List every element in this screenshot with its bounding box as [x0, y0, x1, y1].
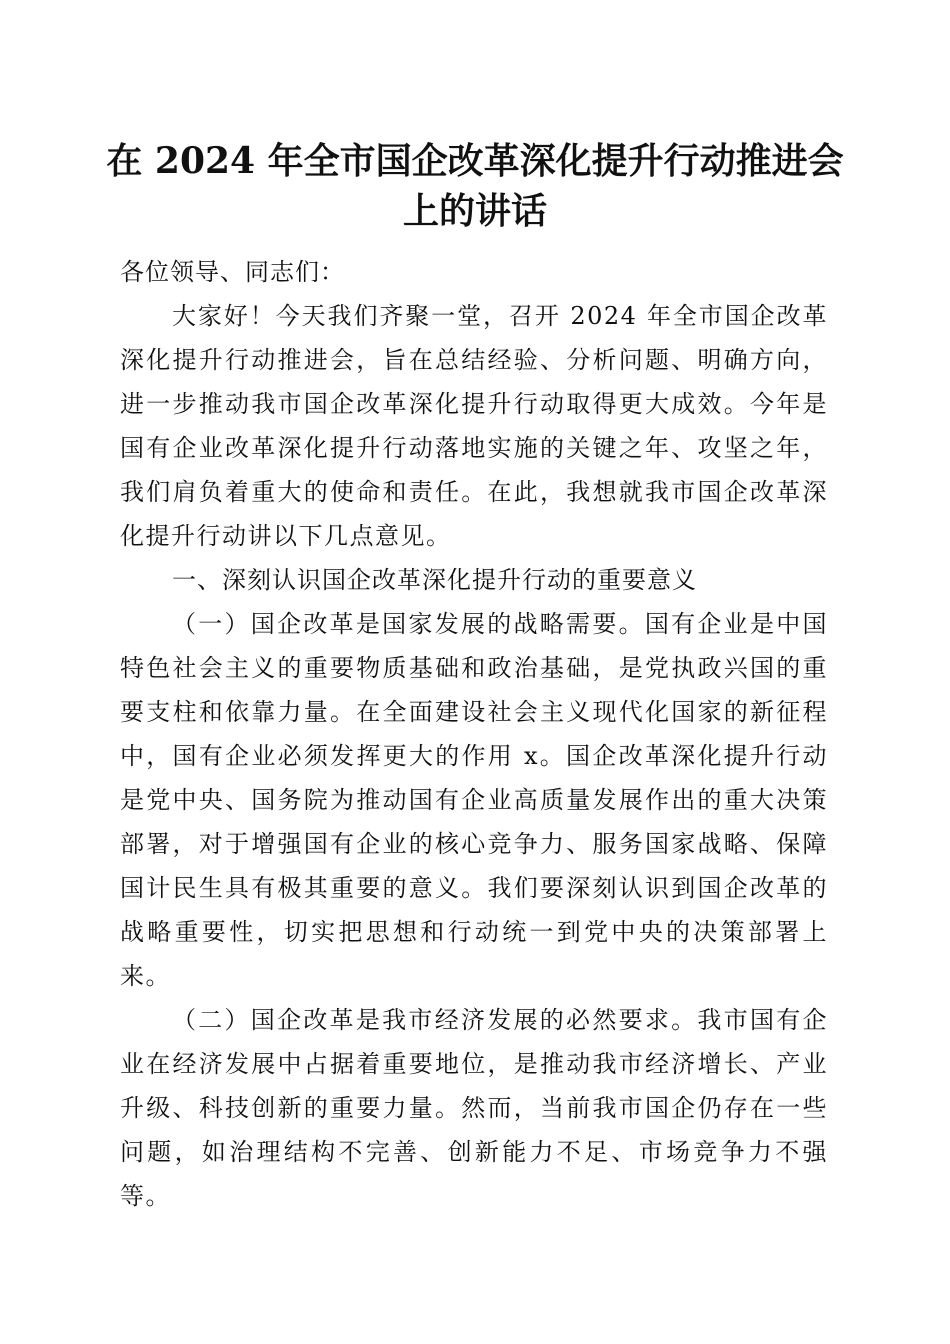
- section-1-heading: 一、深刻认识国企改革深化提升行动的重要意义: [172, 566, 697, 594]
- document-body: [120, 250, 828, 1218]
- intro-paragraph: 大家好！今天我们齐聚一堂，召开 2024 年全市国企改革深化提升行动推进会，旨在总结经验、分析问题、明确方向，进一步推动我市国企改革深化提升行动取得更大成效。今年是国有企业改革深化提升行动落地实施的关键之年、攻坚之年，我们肩负着重大的使命和责任。在此，我想就我市国企改革深化提升行动讲以下几点意见。: [120, 302, 828, 550]
- section-1-paragraph-1-text: 国有企业是中国特色社会主义的重要物质基础和政治基础，是党执政兴国的重要支柱和依靠力量。在全面建设社会主义现代化国家的新征程中，国有企业必须发挥更大的作用 x。国企改革深化提升行动是党中央、国务院为推动国有企业高质量发展作出的重大决策部署，对于增强国有企业的核心竞争力、服务国家战略、保障国计民生具有极其重要的意义。我们要深刻认识到国企改革的战略重要性，切实把思想和行动统一到党中央的决策部署上来。: [120, 610, 828, 990]
- section-1-paragraph-2-text: 我市国有企业在经济发展中占据着重要地位，是推动我市经济增长、产业升级、科技创新的重要力量。然而，当前我市国企仍存在一些问题，如治理结构不完善、创新能力不足、市场竞争力不强等。: [120, 1006, 829, 1210]
- salutation: 各位领导、同志们：: [120, 258, 345, 286]
- section-1-paragraph-1-heading: （一）国企改革是国家发展的战略需要。: [172, 610, 645, 638]
- section-1-paragraph-1: [120, 602, 828, 998]
- title-line-2: 上的讲话: [402, 190, 547, 232]
- section-1-paragraph-2-heading: （二）国企改革是我市经济发展的必然要求。: [172, 1006, 698, 1034]
- title-line-1: 在 2024 年全市国企改革深化提升行动推进会: [106, 140, 844, 182]
- document-title: [100, 136, 850, 236]
- section-1-paragraph-2: [120, 998, 828, 1218]
